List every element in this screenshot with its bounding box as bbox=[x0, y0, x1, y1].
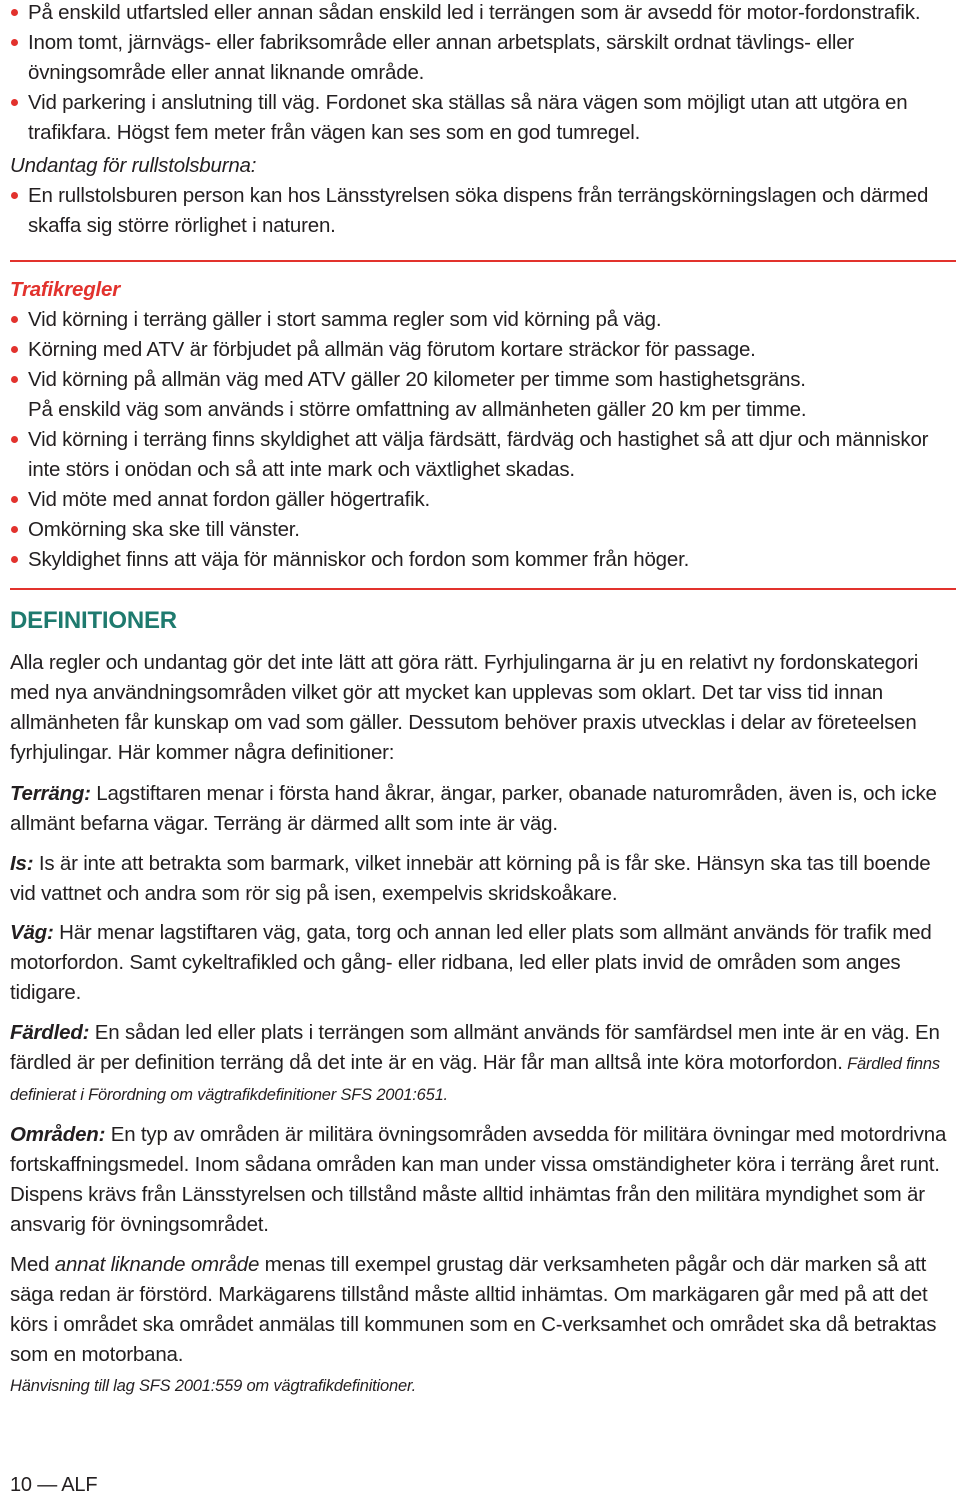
definition-vag bbox=[10, 918, 956, 1008]
list-item: Vid körning i terräng gäller i stort samma regler som vid körning på väg. bbox=[10, 305, 956, 335]
list-item-continuation: På enskild väg som används i större omfattning av allmänheten gäller 20 km per timme. bbox=[28, 398, 807, 421]
para-text: menas till exempel grustag där verksamheten pågår och där marken så att säga redan är förstörd. Markägarens tillstånd måste alltid inhämtas. Om markägaren går med på att det körs i området ska området anmälas till kommunen som en C-verksamhet och området ska då betraktas som en motorbana. bbox=[10, 1253, 937, 1366]
term-label: Färdled: bbox=[10, 1021, 90, 1044]
page-content bbox=[10, 0, 956, 1398]
top-bullet-list bbox=[10, 0, 956, 148]
list-item: Skyldighet finns att väja för människor och fordon som kommer från höger. bbox=[10, 545, 956, 575]
definition-fardled bbox=[10, 1018, 956, 1110]
annat-liknande-paragraph bbox=[10, 1250, 956, 1370]
exception-item: En rullstolsburen person kan hos Länsstyrelsen söka dispens från terrängskörningslagen och därmed skaffa sig större rörlighet i naturen. bbox=[10, 181, 956, 241]
term-label: Områden: bbox=[10, 1123, 106, 1146]
traffic-rules-heading: Trafikregler bbox=[10, 278, 121, 301]
exception-heading: Undantag för rullstolsburna: bbox=[10, 154, 257, 177]
term-label: Terräng: bbox=[10, 782, 91, 805]
list-item: Vid parkering i anslutning till väg. Fordonet ska ställas så nära vägen som möjligt utan att utgöra en trafikfara. Högst fem meter från vägen kan ses som en god tumregel. bbox=[10, 88, 956, 148]
list-item: Vid körning på allmän väg med ATV gäller 20 kilometer per timme som hastighetsgräns. bbox=[10, 365, 956, 395]
term-text: Lagstiftaren menar i första hand åkrar, ängar, parker, obanade naturområden, även is, och icke allmänt befarna vägar. Terräng är därmed allt som inte är väg. bbox=[10, 782, 937, 835]
term-text: En sådan led eller plats i terrängen som allmänt används för samfärdsel men inte är en väg. En färdled är per definition terräng då det inte är en väg. Här får man alltså inte köra motorfordon. bbox=[10, 1021, 940, 1074]
section-divider bbox=[10, 260, 956, 262]
definitions-heading: DEFINITIONER bbox=[10, 607, 177, 634]
para-text: Med bbox=[10, 1253, 55, 1276]
list-item: Vid körning i terräng finns skyldighet att välja färdsätt, färdväg och hastighet så att djur och människor inte störs i onödan och så att inte mark och växtlighet skadas. bbox=[10, 425, 956, 485]
traffic-rules-list bbox=[10, 305, 956, 575]
list-item: På enskild utfartsled eller annan sådan enskild led i terrängen som är avsedd för motor-fordonstrafik. bbox=[10, 0, 956, 28]
definition-is bbox=[10, 849, 956, 909]
list-item: Vid möte med annat fordon gäller högertrafik. bbox=[10, 485, 956, 515]
definition-omraden bbox=[10, 1120, 956, 1240]
page-footer: 10 — ALF bbox=[10, 1474, 98, 1496]
term-note: Färdled finns definierat i Förordning om vägtrafikdefinitioner SFS 2001:651. bbox=[10, 1055, 940, 1104]
term-label: Is: bbox=[10, 852, 34, 875]
law-reference: Hänvisning till lag SFS 2001:559 om vägtrafikdefinitioner. bbox=[10, 1377, 417, 1395]
list-item: Omkörning ska ske till vänster. bbox=[10, 515, 956, 545]
definition-terrang bbox=[10, 779, 956, 839]
term-label: Väg: bbox=[10, 921, 54, 944]
para-emphasis: annat liknande område bbox=[54, 1253, 260, 1276]
term-text: Is är inte att betrakta som barmark, vilket innebär att körning på is får ske. Hänsyn ska tas till boende vid vattnet och andra som rör sig på isen, exempelvis skridskoåkare. bbox=[10, 852, 931, 905]
term-text: Här menar lagstiftaren väg, gata, torg och annan led eller plats som allmänt används för trafik med motorfordon. Samt cykeltrafikled och gång- eller ridbana, led eller plats invid de områden som anges tidigare. bbox=[10, 921, 932, 1004]
definitions-intro: Alla regler och undantag gör det inte lätt att göra rätt. Fyrhjulingarna är ju en relativt ny fordonskategori med nya användningsområden vilket gör att mycket kan upplevas som oklart. Det tar viss tid innan allmänheten får kunskap om vad som gäller. Dessutom behöver praxis utvecklas i delar av företeelsen fyrhjulingar. Här kommer några definitioner: bbox=[10, 651, 919, 764]
list-item: Körning med ATV är förbjudet på allmän väg förutom kortare sträckor för passage. bbox=[10, 335, 956, 365]
section-divider bbox=[10, 588, 956, 590]
term-text: En typ av områden är militära övningsområden avsedda för militära övningar med motordrivna fortskaffningsmedel. Inom sådana områden kan man under vissa omständigheter köra i terräng året runt. Dispens krävs från Länsstyrelsen och tillstånd måste alltid inhämtas från den militära myndighet som är ansvarig för övningsområdet. bbox=[10, 1123, 947, 1236]
list-item: Inom tomt, järnvägs- eller fabriksområde eller annan arbetsplats, särskilt ordnat tävlings- eller övningsområde eller annat liknande område. bbox=[10, 28, 956, 88]
